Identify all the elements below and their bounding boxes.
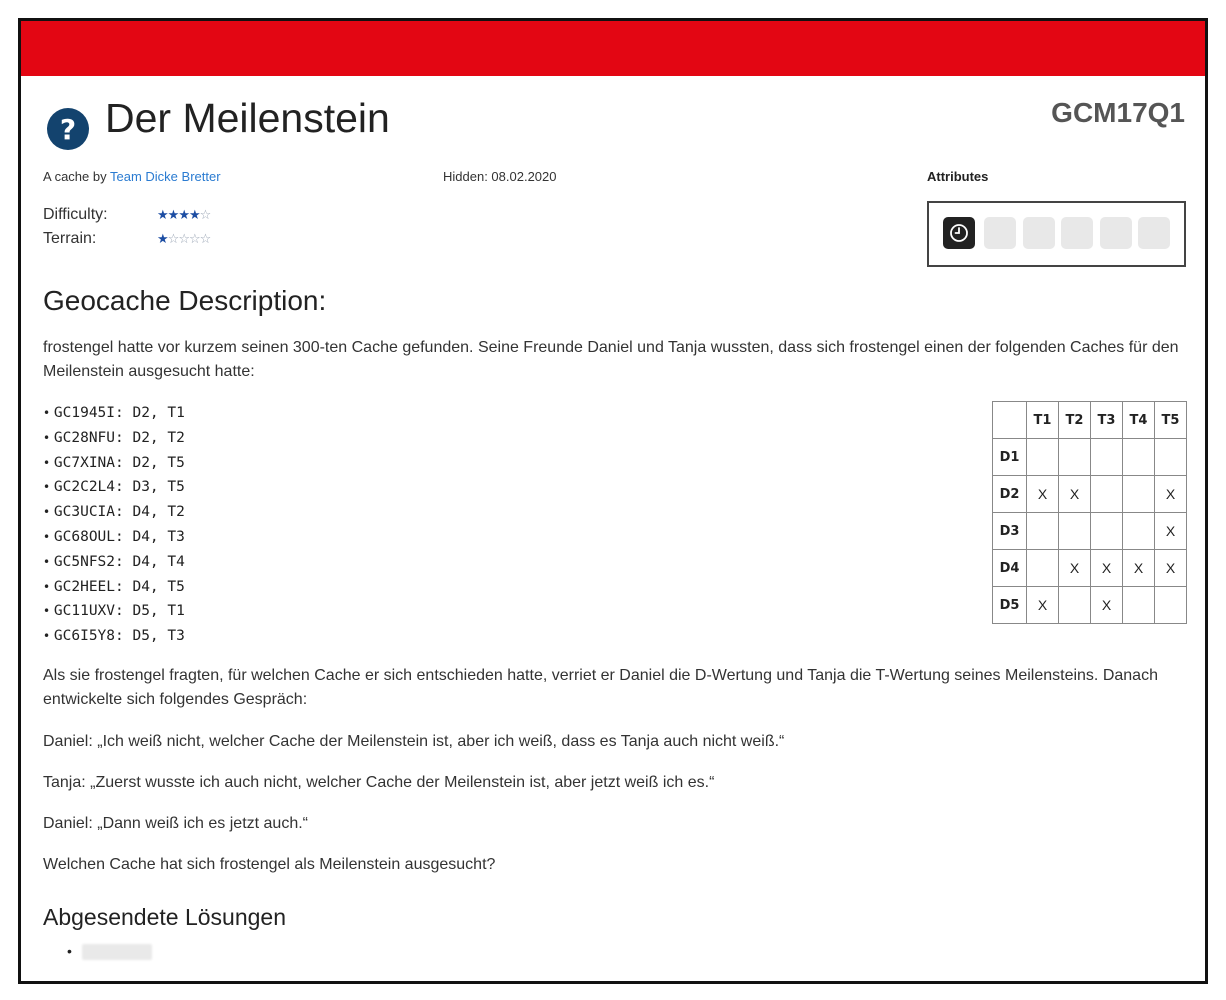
grid-cell (1027, 513, 1059, 550)
grid-cell (1027, 439, 1059, 476)
grid-cell (1091, 476, 1123, 513)
grid-cell (1091, 513, 1123, 550)
filled-star-icon: ★ (167, 208, 179, 223)
grid-row-header: D5 (993, 587, 1027, 624)
grid-cell: X (1091, 587, 1123, 624)
dt-grid (992, 401, 1187, 624)
grid-row-header: D2 (993, 476, 1027, 513)
attribute-placeholder-icon[interactable] (984, 217, 1016, 249)
grid-cell (1059, 439, 1091, 476)
daniel-line-2: Daniel: „Dann weiß ich es jetzt auch.“ (43, 815, 308, 832)
attributes-label: Attributes (927, 169, 989, 184)
empty-star-icon: ☆ (199, 208, 211, 223)
grid-cell (1123, 439, 1155, 476)
attribute-placeholder-icon[interactable] (1100, 217, 1132, 249)
question-mark-icon: ? (47, 108, 89, 150)
solutions-heading: Abgesendete Lösungen (43, 904, 286, 930)
grid-column-header: T5 (1155, 402, 1187, 439)
grid-cell: X (1027, 476, 1059, 513)
hidden-date: Hidden: 08.02.2020 (443, 169, 557, 184)
cache-list-item: • GC2HEEL: D4, T5 (43, 575, 185, 600)
reveal-paragraph: Als sie frostengel fragten, für welchen Cache er sich entschieden hatte, verriet er Daniel die D-Wertung und Tanja die T-Wertung seines Meilensteins. Danach entwickelte sich folgendes Gespräch: (43, 667, 1158, 708)
grid-cell: X (1155, 550, 1187, 587)
empty-star-icon: ☆ (178, 232, 189, 247)
grid-cell (1091, 439, 1123, 476)
grid-cell (1123, 513, 1155, 550)
grid-cell: X (1027, 587, 1059, 624)
empty-star-icon: ☆ (199, 232, 211, 247)
question-line: Welchen Cache hat sich frostengel als Meilenstein ausgesucht? (43, 856, 496, 873)
grid-column-header: T1 (1027, 402, 1059, 439)
grid-cell: X (1123, 550, 1155, 587)
grid-cell: X (1059, 476, 1091, 513)
cache-list-item: • GC1945I: D2, T1 (43, 401, 185, 426)
terrain-stars (157, 232, 210, 247)
grid-row (993, 476, 1187, 513)
grid-row (993, 550, 1187, 587)
grid-cell: X (1155, 476, 1187, 513)
owner-link[interactable]: Team Dicke Bretter (110, 169, 221, 184)
grid-cell: X (1155, 513, 1187, 550)
filled-star-icon: ★ (157, 208, 168, 223)
cache-list (43, 401, 185, 649)
grid-column-header: T2 (1059, 402, 1091, 439)
grid-cell (1155, 439, 1187, 476)
cache-list-item: • GC68OUL: D4, T3 (43, 525, 185, 550)
tanja-line: Tanja: „Zuerst wusste ich auch nicht, welcher Cache der Meilenstein ist, aber jetzt weiß ich es.“ (43, 774, 715, 791)
grid-column-header: T4 (1123, 402, 1155, 439)
empty-star-icon: ☆ (188, 232, 200, 247)
grid-row (993, 513, 1187, 550)
cache-list-item: • GC2C2L4: D3, T5 (43, 475, 185, 500)
grid-cell (1123, 476, 1155, 513)
cache-list-item: • GC7XINA: D2, T5 (43, 451, 185, 476)
redacted-solution (82, 944, 152, 960)
attribute-placeholder-icon[interactable] (1138, 217, 1170, 249)
page-title: Der Meilenstein (105, 95, 390, 141)
difficulty-stars (157, 208, 210, 223)
intro-paragraph: frostengel hatte vor kurzem seinen 300-ten Cache gefunden. Seine Freunde Daniel und Tanja wussten, dass sich frostengel einen der folgenden Caches für den Meilenstein ausgesucht hatte: (43, 339, 1179, 380)
grid-cell (1059, 513, 1091, 550)
solution-item: • (67, 943, 152, 960)
attribute-placeholder-icon[interactable] (1061, 217, 1093, 249)
filled-star-icon: ★ (178, 208, 189, 223)
grid-row-header: D4 (993, 550, 1027, 587)
grid-column-header: T3 (1091, 402, 1123, 439)
empty-star-icon: ☆ (167, 232, 179, 247)
grid-row (993, 587, 1187, 624)
byline (43, 169, 221, 184)
grid-row (993, 439, 1187, 476)
difficulty-label: Difficulty: (43, 206, 108, 223)
description-heading: Geocache Description: (43, 285, 327, 316)
cache-list-item: • GC11UXV: D5, T1 (43, 599, 185, 624)
grid-cell: X (1091, 550, 1123, 587)
daniel-line-1: Daniel: „Ich weiß nicht, welcher Cache der Meilenstein ist, aber ich weiß, dass es Tanja auch nicht weiß.“ (43, 733, 785, 750)
grid-row-header: D1 (993, 439, 1027, 476)
cache-list-item: • GC5NFS2: D4, T4 (43, 550, 185, 575)
grid-cell (1123, 587, 1155, 624)
filled-star-icon: ★ (188, 208, 200, 223)
grid-cell (1027, 550, 1059, 587)
cache-list-item: • GC6I5Y8: D5, T3 (43, 624, 185, 649)
clock-icon[interactable] (943, 217, 975, 249)
page-frame (18, 18, 1208, 984)
cache-code: GCM17Q1 (1051, 97, 1185, 128)
byline-prefix: A cache by (43, 169, 107, 184)
grid-row-header: D3 (993, 513, 1027, 550)
attribute-placeholder-icon[interactable] (1023, 217, 1055, 249)
top-bar (21, 21, 1205, 76)
grid-corner (993, 402, 1027, 439)
grid-cell: X (1059, 550, 1091, 587)
filled-star-icon: ★ (157, 232, 168, 247)
cache-list-item: • GC28NFU: D2, T2 (43, 426, 185, 451)
grid-cell (1155, 587, 1187, 624)
grid-cell (1059, 587, 1091, 624)
cache-list-item: • GC3UCIA: D4, T2 (43, 500, 185, 525)
attributes-box (927, 201, 1186, 267)
terrain-label: Terrain: (43, 230, 97, 247)
